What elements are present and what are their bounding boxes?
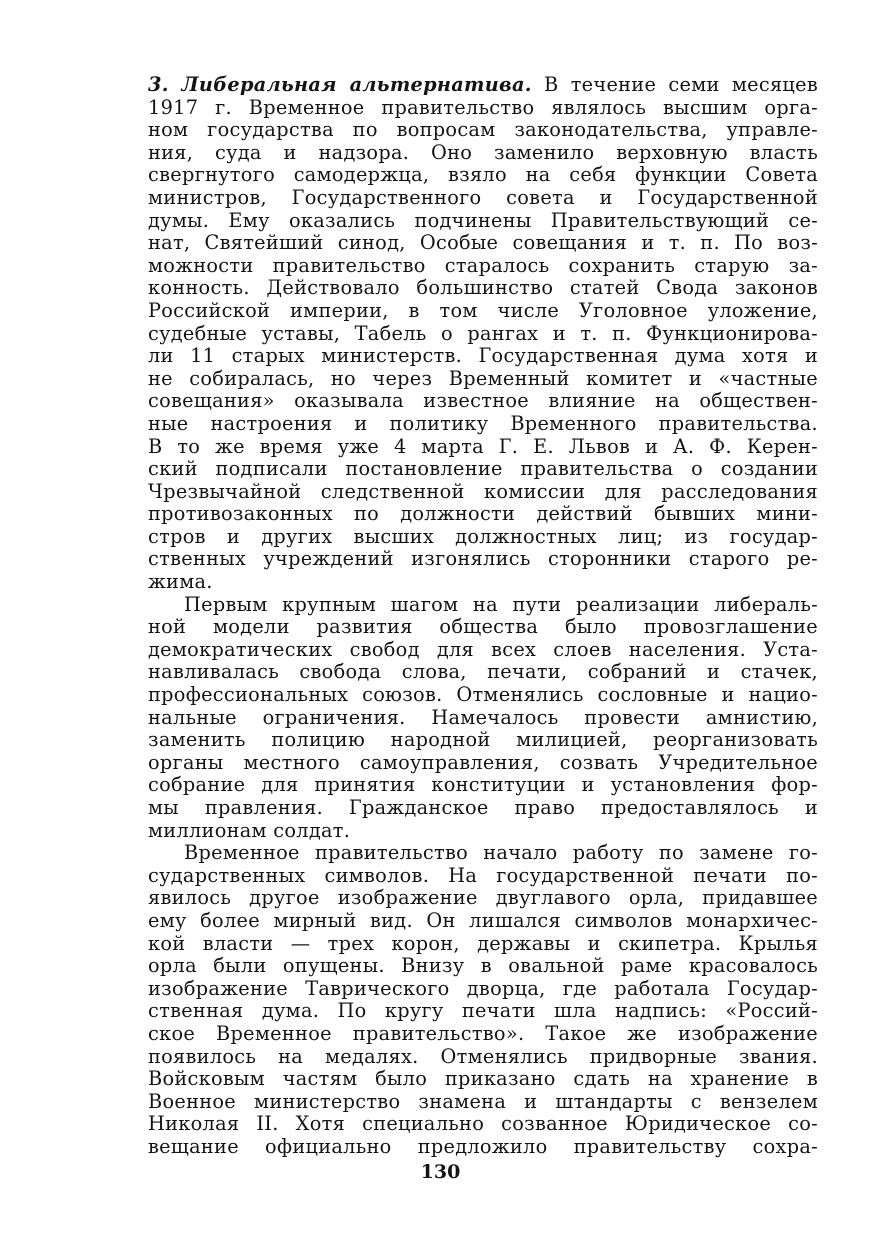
text-line: совещания» оказывала известное влияние на обществен- — [148, 390, 818, 413]
page-text — [148, 74, 818, 1159]
text-line: 1917 г. Временное правительство являлось высшим орга- — [148, 96, 818, 119]
text-line: навливалась свобода слова, печати, собраний и стачек, — [148, 661, 818, 684]
text-line: Первым крупным шагом на пути реализации либераль- — [184, 593, 818, 616]
text-line: Временное правительство начало работу по замене го- — [184, 842, 818, 865]
text-line: ему более мирный вид. Он лишался символов монархичес- — [148, 909, 818, 932]
page-number: 130 — [420, 1161, 461, 1183]
text-line: Николая II. Хотя специально созванное Юридическое со- — [148, 1113, 818, 1136]
text-line: ли 11 старых министерств. Государственная дума хотя и — [148, 345, 818, 368]
text-line: мы правления. Гражданское право предоставлялось и — [148, 797, 818, 819]
text-line: органы местного самоуправления, созвать Учредительное — [148, 751, 818, 774]
text-line: думы. Ему оказались подчинены Правительствующий се- — [148, 209, 818, 232]
text-line: орла были опущены. Внизу в овальной раме красовалось — [148, 955, 818, 978]
text-line: появилось на медалях. Отменялись придворные звания. — [148, 1045, 818, 1068]
text-line: собрание для принятия конституции и установления фор- — [148, 774, 818, 797]
paragraph-2 — [148, 594, 818, 843]
text-line: ния, суда и надзора. Оно заменило верховную власть — [148, 141, 818, 164]
text-line: заменить полицию народной милицией, реорганизовать — [148, 729, 818, 752]
text-line: вещание официально предложило правительству сохра- — [148, 1135, 818, 1158]
text-line: Войсковым частям было приказано сдать на хранение в — [148, 1068, 818, 1091]
text-line: ной модели развития общества было провозглашение — [148, 616, 818, 639]
text-line: жима. — [148, 570, 213, 594]
text-line: свергнутого самодержца, взяло на себя функции Совета — [148, 164, 818, 187]
text-line: не собиралась, но через Временный комитет и «частные — [148, 367, 818, 390]
text-line: Российской империи, в том числе Уголовное уложение, — [148, 299, 818, 322]
text-line: судебные уставы, Табель о рангах и т. п. Функционирова- — [148, 322, 818, 345]
text-line: профессиональных союзов. Отменялись сословные и нацио- — [148, 684, 818, 707]
text-line: ном государства по вопросам законодательства, управле- — [148, 119, 818, 142]
text-line: нат, Святейший синод, Особые совещания и т. п. По воз- — [148, 232, 818, 255]
text-line: ский подписали постановление правительства о создании — [148, 458, 818, 481]
text-line: миллионам солдат. — [148, 818, 351, 842]
text-line: конность. Действовало большинство статей Свода законов — [148, 277, 818, 300]
paragraph-3 — [148, 842, 818, 1158]
text-line: 3. Либеральная альтернатива. В течение семи месяцев — [148, 74, 818, 96]
text-line: сударственных символов. На государственной печати по- — [148, 864, 818, 887]
text-line: демократических свобод для всех слоев населения. Уста- — [148, 638, 818, 661]
text-line: Военное министерство знамена и штандарты с вензелем — [148, 1090, 818, 1113]
text-line: стров и других высших должностных лиц; из государ- — [148, 525, 818, 548]
text-line: изображение Таврического дворца, где работала Государ- — [148, 977, 818, 1000]
text-line: ское Временное правительство». Такое же изображение — [148, 1022, 818, 1045]
text-line: Чрезвычайной следственной комиссии для расследования — [148, 480, 818, 503]
text-line: можности правительство старалось сохранить старую за- — [148, 254, 818, 277]
text-line: министров, Государственного совета и Государственной — [148, 186, 818, 209]
paragraph-1 — [148, 74, 818, 594]
text-line: противозаконных по должности действий бывших мини- — [148, 503, 818, 526]
text-line: ные настроения и политику Временного правительства. — [148, 412, 818, 435]
text-line: ственная дума. По кругу печати шла надпись: «Россий- — [148, 1000, 818, 1023]
text-line: нальные ограничения. Намечалось провести амнистию, — [148, 706, 818, 729]
text-line: ственных учреждений изгонялись сторонники старого ре- — [148, 548, 818, 571]
text-line: кой власти — трех корон, державы и скипетра. Крылья — [148, 932, 818, 955]
text-line: В то же время уже 4 марта Г. Е. Львов и А. Ф. Керен- — [148, 435, 818, 458]
section-heading: 3. Либеральная альтернатива. — [148, 74, 532, 96]
text-line: явилось другое изображение двуглавого орла, придавшее — [148, 887, 818, 910]
